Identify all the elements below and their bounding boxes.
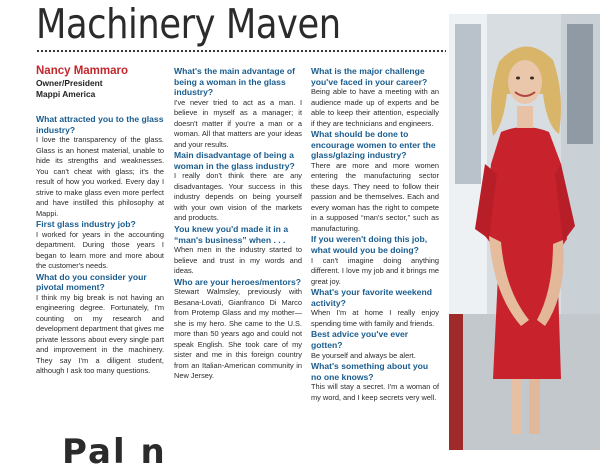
question-heading: What's your favorite weekend activity? xyxy=(311,287,432,308)
column-2 xyxy=(174,66,302,382)
page-title: Machinery Maven xyxy=(36,0,341,48)
question-heading: You knew you'd made it in a “man's business” when . . . xyxy=(174,223,289,245)
question-heading: What's something about you no one knows? xyxy=(311,361,429,382)
next-section-heading-partial: Pal n xyxy=(62,432,167,472)
profile-role: Owner/President xyxy=(36,78,103,88)
title-dotted-rule xyxy=(36,48,446,54)
question-heading: What do you consider your pivotal moment? xyxy=(36,271,147,293)
question-heading: What should be done to encourage women to enter the glass/glazing industry? xyxy=(311,129,436,161)
answer-text: There are more and more women entering the manufacturing sector these days. They need to follow their passion and be themselves. Each and every woman has the right to compete in a supposed “man's sector,” such as manufacturing. xyxy=(311,160,439,233)
answer-text: Being able to have a meeting with an audience made up of experts and be able to keep their attention, especially if they are technicians and engineers. xyxy=(311,87,439,128)
portrait-illustration xyxy=(449,14,600,450)
answer-text: Be yourself and always be alert. xyxy=(311,350,416,360)
answer-text: I love the transparency of the glass. Glass is an honest material, unable to hide its strengths and weaknesses. You can't cheat with glass; it's the result of how you worked. Every day I strive to make glass even more perfect and have instilled this philosophy at Mappi. xyxy=(36,135,164,218)
question-heading: What attracted you to the glass industry? xyxy=(36,114,164,135)
profile-name: Nancy Mammaro xyxy=(36,65,129,77)
question-heading: What is the major challenge you've faced in your career? xyxy=(311,66,428,87)
answer-text: I've never tried to act as a man. I believe in myself as a manager; it doesn't matter if you're a man or a woman. All that matters are your ideas and your results. xyxy=(174,97,302,149)
answer-text: I can't imagine doing anything different. I love my job and it brings me great joy. xyxy=(311,255,439,286)
answer-text: I really don't think there are any disadvantages. Your success in this industry depends on being yourself with your own vision of the markets and products. xyxy=(174,171,302,223)
question-heading: If you weren't doing this job, what would you be doing? xyxy=(311,234,428,256)
answer-text: When I'm at home I really enjoy spending time with family and friends. xyxy=(311,308,439,328)
portrait-photo xyxy=(449,14,600,450)
question-heading: Main disadvantage of being a woman in the glass industry? xyxy=(174,150,295,171)
column-1 xyxy=(36,65,164,377)
question-heading: First glass industry job? xyxy=(36,219,136,230)
question-heading: Who are your heroes/mentors? xyxy=(174,276,302,287)
answer-text: When men in the industry started to believe and trust in my words and ideas. xyxy=(174,245,302,276)
answer-text: I worked for years in the accounting department. During those years I began to learn more and more about the customer's needs. xyxy=(36,229,164,271)
profile-company: Mappi America xyxy=(36,89,96,99)
answer-text: I think my big break is not having an engineering degree. Fortunately, I'm counting on my research and development department that gives me private lessons about every single part and improvement in the machinery. They say I'm a diligent student, although I ask too many questions. xyxy=(36,292,164,376)
answer-text: This will stay a secret. I'm a woman of my word, and I keep secrets very well. xyxy=(311,382,439,402)
question-heading: Best advice you've ever gotten? xyxy=(311,329,409,350)
column-3 xyxy=(311,66,439,403)
question-heading: What's the main advantage of being a woman in the glass industry? xyxy=(174,66,295,98)
answer-text: Stewart Walmsley, previously with Besana-Lovati, Gianfranco Di Marco from Protemp Glass and my mother—she is my hero. She came to the U.S. more than 50 years ago and could not speak English. She took care of my sister and me in this foreign country from an Italian-American community in New Jersey. xyxy=(174,287,302,381)
